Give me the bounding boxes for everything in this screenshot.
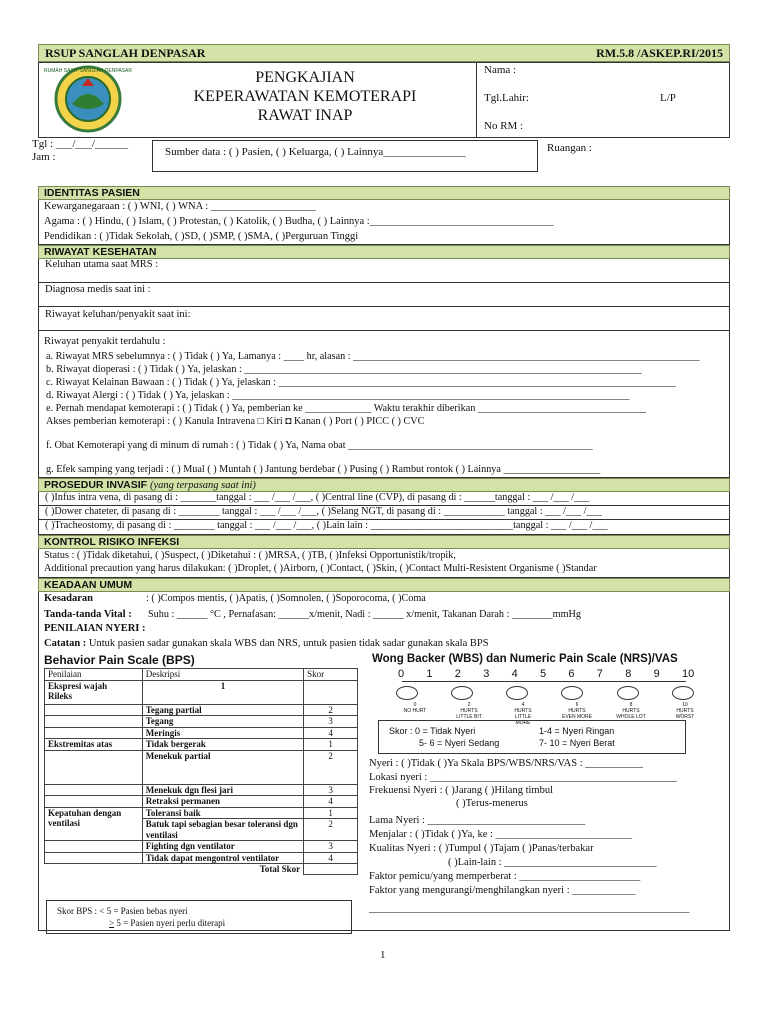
table-row [45, 807, 358, 819]
bps-table [44, 668, 358, 875]
bps-ekspresi: Ekspresi wajah [48, 680, 108, 691]
riwayat-b[interactable]: b. Riwayat dioperasi : ( ) Tidak ( ) Ya, jelaskan : ______________________________________________________________________________ [46, 364, 642, 375]
bps-e2[interactable]: 2 [304, 750, 358, 784]
ttv-label: Tanda-tanda Vital : [44, 609, 132, 620]
title-divider [476, 62, 477, 138]
face-label-2: HURTS LITTLE MORE [514, 708, 532, 726]
face-label-3: HURTS EVEN MORE [562, 708, 593, 720]
table-row [45, 841, 358, 853]
date-field[interactable]: Tgl : ___/___/______ [32, 138, 128, 150]
nrs-number-6[interactable]: 6 [568, 668, 575, 680]
bps-k1[interactable]: 1 [304, 807, 358, 819]
face-10-icon[interactable] [672, 686, 694, 700]
riwayat-e-akses[interactable]: Akses pemberian kemoterapi : ( ) Kanula Intravena □ Kiri ◘ Kanan ( ) Port ( ) PICC ( ) CVC [46, 416, 425, 427]
keluhan-label: Keluhan utama saat MRS : [45, 259, 159, 270]
nrs-number-4[interactable]: 4 [511, 668, 518, 680]
bps-fighting: Fighting dgn ventilator [142, 841, 303, 853]
catatan [44, 638, 489, 649]
bps-tegang: Tegang [142, 716, 303, 728]
face-4-icon[interactable] [506, 686, 528, 700]
keadaan-right-border [729, 592, 730, 930]
keluhan-row[interactable] [38, 259, 730, 283]
title-line-2: KEPERAWATAN KEMOTERAPI [193, 88, 417, 105]
face-label-1: HURTS LITTLE BIT [456, 708, 482, 720]
nyeri-yes-no[interactable]: Nyeri : ( )Tidak ( )Ya Skala BPS/WBS/NRS/VAS : ___________ [369, 758, 644, 769]
nrs-number-5[interactable]: 5 [540, 668, 547, 680]
table-row [45, 739, 358, 751]
wbs-legend-4: 7- 10 = Nyeri Berat [539, 738, 615, 748]
face-num-0: 0 [413, 702, 417, 708]
time-field[interactable]: Jam : [32, 151, 56, 163]
face-num-4: 8 [629, 702, 633, 708]
bps-tidak-bergerak: Tidak bergerak [142, 739, 303, 751]
invasif-subtitle: (yang terpasang saat ini) [150, 480, 256, 491]
bps-toleransi: Toleransi baik [142, 807, 303, 819]
diagnosa-label: Diagnosa medis saat ini : [45, 284, 151, 295]
face-0-icon[interactable] [396, 686, 418, 700]
bps-menekuk: Menekuk partial [142, 750, 303, 784]
logo-text: RUMAH SAKIT SANGLAH DENPASAR [44, 68, 132, 74]
invasif-r2: ( )Dower chateter, di pasang di : ________ tanggal : ___ /___ /___, ( )Selang NGT, di pasang di : ____________ tanggal : ___ /___ /___ [45, 506, 602, 517]
table-row [45, 716, 358, 728]
invasif-r3: ( )Tracheostomy, di pasang di : ________ tanggal : ___ /___ /___, ( )Lain lain : ____________________________tanggal : ___ /___ /___ [45, 520, 608, 531]
section-identitas: IDENTITAS PASIEN [38, 186, 730, 200]
wbs-legend-2: 1-4 = Nyeri Ringan [539, 726, 615, 736]
agama[interactable]: Agama : ( ) Hindu, ( ) Islam, ( ) Protestan, ( ) Katolik, ( ) Budha, ( ) Lainnya :___________________________________ [44, 216, 554, 227]
face-label-0: NO HURT [403, 708, 427, 714]
bps-rileks: Rileks [48, 691, 73, 701]
table-row [45, 750, 358, 784]
form-code: RM.5.8 /ASKEP.RI/2015 [596, 45, 723, 60]
wbs-faces [396, 686, 696, 703]
bps-e4[interactable]: 4 [304, 796, 358, 808]
table-row [45, 784, 358, 796]
invasif-title: PROSEDUR INVASIF [44, 479, 148, 491]
faktor-mengurangi-line[interactable]: _____________________________________________________________ [369, 903, 690, 914]
riwayat-f[interactable]: f. Obat Kemoterapi yang di minum di rumah : ( ) Tidak ( ) Ya, Nama obat ________________________________________________ [46, 440, 593, 451]
title-line-3: RAWAT INAP [257, 107, 353, 124]
bps-kepatuhan: Kepatuhan dengan ventilasi [45, 807, 143, 841]
bps-s3[interactable]: 3 [304, 716, 358, 728]
face-8-icon[interactable] [617, 686, 639, 700]
catatan-text: Untuk pasien sadar gunakan skala WBS dan NRS, untuk pasien tidak sadar gunakan skala BPS [88, 638, 489, 649]
invasif-row-2[interactable] [38, 506, 730, 520]
header-bar [38, 44, 730, 62]
table-row [45, 704, 358, 716]
section-riwayat: RIWAYAT KESEHATAN [38, 245, 730, 259]
nrs-line [402, 681, 686, 682]
penilaian-nyeri-label: PENILAIAN NYERI : [44, 623, 146, 634]
bps-total-label: Total Skor [259, 864, 301, 874]
patient-dob-label: Tgl.Lahir: [484, 92, 529, 104]
nrs-number-8[interactable]: 8 [625, 668, 632, 680]
bps-title: Behavior Pain Scale (BPS) [44, 653, 195, 667]
nrs-number-3[interactable]: 3 [483, 668, 490, 680]
lokasi-nyeri[interactable]: Lokasi nyeri : _______________________________________________ [369, 772, 677, 783]
riwayat-g[interactable]: g. Efek samping yang terjadi : ( ) Mual ( ) Muntah ( ) Jantung berdebar ( ) Pusing ( ) Rambut rontok ( ) Lainnya ___________________ [46, 464, 601, 475]
bps-h-penilaian: Penilaian [45, 669, 143, 681]
riwayat-a[interactable]: a. Riwayat MRS sebelumnya : ( ) Tidak ( ) Ya, Lamanya : ____ hr, alasan : ____________________________________________________________________ [46, 351, 700, 362]
page-number: 1 [380, 949, 386, 961]
patient-name-label: Nama : [484, 64, 517, 76]
bps-h-deskripsi: Deskripsi [142, 669, 303, 681]
bps-batuk: Batuk tapi sebagian besar toleransi dgn ventilasi [142, 819, 303, 841]
table-row [45, 727, 358, 739]
bps-note-2-sym: > [109, 918, 115, 928]
table-row [45, 796, 358, 808]
kualitas-nyeri[interactable]: Kualitas Nyeri : ( )Tumpul ( )Tajam ( )Panas/terbakar [369, 843, 594, 854]
bps-meringis: Meringis [142, 727, 303, 739]
bps-tidak-dapat: Tidak dapat mengontrol ventilator [142, 852, 303, 864]
diagnosa-row[interactable] [38, 283, 730, 307]
table-row [45, 680, 358, 704]
pendidikan[interactable]: Pendidikan : ( )Tidak Sekolah, ( )SD, ( )SMP, ( )SMA, ( )Perguruan Tinggi [44, 231, 359, 242]
infeksi-precaution[interactable]: Additional precaution yang harus dilakukan: ( )Droplet, ( )Airborn, ( )Contact, ( )Skin, ( )Contact Multi-Resistent Organisme ( )Standar [44, 563, 597, 574]
kesadaran-label: Kesadaran [44, 593, 94, 604]
bps-note-box [46, 900, 352, 934]
patient-sex-label: L/P [660, 92, 676, 104]
frekuensi-nyeri[interactable]: Frekuensi Nyeri : ( )Jarang ( )Hilang timbul [369, 785, 553, 796]
bps-k2[interactable]: 2 [304, 819, 358, 841]
bps-k4[interactable]: 4 [304, 852, 358, 864]
bps-e3[interactable]: 3 [304, 784, 358, 796]
invasif-row-1[interactable] [38, 492, 730, 506]
invasif-row-3[interactable] [38, 520, 730, 535]
nrs-scale [396, 668, 700, 726]
nrs-number-7[interactable]: 7 [596, 668, 603, 680]
riwayat-c[interactable]: c. Riwayat Kelainan Bawaan : ( ) Tidak ( ) Ya, jelaskan : ______________________________________________________________________________ [46, 377, 676, 388]
bps-retraksi: Retraksi permanen [142, 796, 303, 808]
bottom-border [38, 930, 730, 931]
bps-h-skor: Skor [304, 669, 358, 681]
nrs-number-1[interactable]: 1 [426, 668, 433, 680]
riwayat-d[interactable]: d. Riwayat Alergi : ( ) Tidak ( ) Ya, jelaskan : ______________________________________________________________________________ [46, 390, 630, 401]
kesadaran-options[interactable]: : ( )Compos mentis, ( )Apatis, ( )Somnolen, ( )Soporocoma, ( )Coma [146, 593, 426, 604]
face-num-2: 4 [521, 702, 525, 708]
bps-ekstremitas: Ekstremitas atas [45, 739, 143, 751]
face-labels [396, 702, 700, 726]
bps-k3[interactable]: 3 [304, 841, 358, 853]
nrs-numbers [396, 668, 700, 680]
riwayat-e[interactable]: e. Pernah mendapat kemoterapi : ( ) Tidak ( ) Ya, pemberian ke _____________ Waktu terakhir diberikan _________________________________ [46, 403, 646, 414]
bps-header-row [45, 669, 358, 681]
bps-s4[interactable]: 4 [304, 727, 358, 739]
wbs-legend-3: 5- 6 = Nyeri Sedang [419, 738, 500, 748]
bps-note-1: Skor BPS : < 5 = Pasien bebas nyeri [57, 906, 188, 916]
section-infeksi: KONTROL RISIKO INFEKSI [38, 535, 730, 549]
lama-nyeri[interactable]: Lama Nyeri : ______________________________ [369, 815, 586, 826]
wbs-title: Wong Backer (WBS) dan Numeric Pain Scale (NRS)/VAS [372, 653, 678, 665]
title-line-1: PENGKAJIAN [255, 69, 355, 86]
infeksi-status[interactable]: Status : ( )Tidak diketahui, ( )Suspect, ( )Diketahui : ( )MRSA, ( )TB, ( )Infeksi Opportunistik/tropik, [44, 550, 456, 561]
room-field[interactable]: Ruangan : [547, 142, 592, 154]
kualitas-lain[interactable]: ( )Lain-lain : _____________________________ [448, 857, 657, 868]
table-row [45, 852, 358, 864]
nrs-number-10[interactable]: 10 [682, 668, 695, 680]
bps-note-2: 5 = Pasien nyeri perlu diterapi [114, 918, 226, 928]
hospital-logo [42, 64, 134, 134]
riwayat-terdahulu-label: Riwayat penyakit terdahulu : [44, 336, 166, 347]
bps-rileks-score[interactable]: 1 [142, 680, 303, 704]
catatan-label: Catatan : [44, 638, 87, 649]
bps-tegang-partial: Tegang partial [142, 704, 303, 716]
nrs-number-9[interactable]: 9 [653, 668, 660, 680]
nrs-number-2[interactable]: 2 [454, 668, 461, 680]
face-num-1: 2 [467, 702, 471, 708]
ttv-fields[interactable]: Suhu : ______ °C , Pernafasan: ______x/menit, Nadi : ______ x/menit, Takanan Darah : ________mmHg [148, 609, 581, 620]
face-label-4: HURTS WHOLE LOT [616, 708, 646, 720]
riwayat-keluhan-row[interactable] [38, 307, 730, 331]
frekuensi-terus[interactable]: ( )Terus-menerus [456, 798, 528, 809]
bps-table-wrap [44, 668, 358, 875]
bps-e1[interactable]: 1 [304, 739, 358, 751]
faktor-pemicu[interactable]: Faktor pemicu/yang memperberat : _______________________ [369, 871, 641, 882]
menjalar[interactable]: Menjalar : ( )Tidak ( )Ya, ke : __________________________ [369, 829, 633, 840]
bps-s2[interactable]: 2 [304, 704, 358, 716]
table-row [45, 864, 358, 875]
riwayat-keluhan-label: Riwayat keluhan/penyakit saat ini: [45, 309, 191, 320]
invasif-r1: ( )Infus intra vena, di pasang di : _______tanggal : ___ /___ /___, ( )Central line (CVP), di pasang di : ______tanggal : ___ /___ /___ [45, 492, 590, 503]
wbs-legend-1: Skor : 0 = Tidak Nyeri [389, 726, 476, 736]
face-6-icon[interactable] [561, 686, 583, 700]
bps-total-cell[interactable] [304, 864, 358, 875]
data-source-box[interactable]: Sumber data : ( ) Pasien, ( ) Keluarga, ( ) Lainnya_______________ [152, 140, 538, 172]
form-title [140, 68, 470, 125]
kewarganegaraan[interactable]: Kewarganegaraan : ( ) WNI, ( ) WNA : ____________________ [44, 201, 316, 212]
hospital-name: RSUP SANGLAH DENPASAR [45, 45, 206, 60]
bps-menekuk-jari: Menekuk dgn flesi jari [142, 784, 303, 796]
wbs-legend-box [378, 720, 686, 754]
section-invasif [38, 478, 730, 492]
face-num-3: 6 [575, 702, 579, 708]
face-2-icon[interactable] [451, 686, 473, 700]
section-keadaan: KEADAAN UMUM [38, 578, 730, 592]
face-num-5: 10 [682, 702, 688, 708]
faktor-mengurangi[interactable]: Faktor yang mengurangi/menghilangkan nyeri : ____________ [369, 885, 636, 896]
nrs-number-0[interactable]: 0 [398, 668, 405, 680]
face-label-5: HURTS WORST [675, 708, 695, 720]
patient-rm-label: No RM : [484, 120, 524, 132]
keadaan-left-border [38, 592, 39, 930]
